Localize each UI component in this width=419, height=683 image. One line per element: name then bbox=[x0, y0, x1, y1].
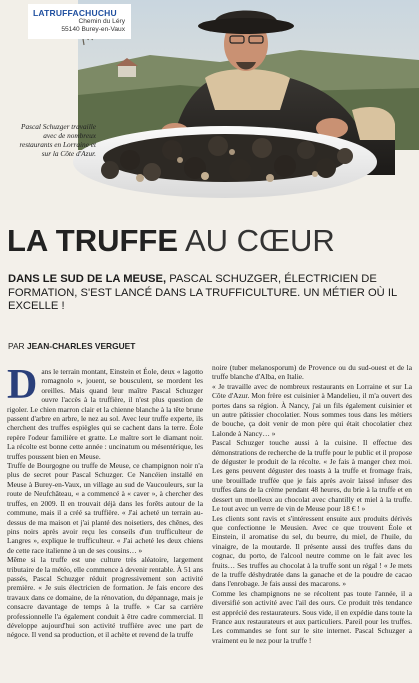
article-photo bbox=[0, 0, 419, 220]
business-name: LATRUFFACHUCHU bbox=[33, 8, 117, 18]
standfirst bbox=[8, 273, 410, 314]
body-paragraph: Même si la truffe est une culture très aléatoire, largement tributaire de la météo, elle commence à devenir rentable. À 51 ans passés, Pascal Schuzger réduit progressivement son activité première. « Je suis électricien de formation. Je fais encore des travaux dans ce domaine, de la rénovation, du dépannage, mais je consacre davantage de temps à la truffe. » Car sa carrière professionnelle l'a également conduit à être cadre commercial. Il développe aujourd'hui son activité truffière avec une part de négoce. Il vend sa production, et il achète et revend de la truffe bbox=[7, 555, 203, 640]
article-column-1 bbox=[7, 367, 203, 683]
standfirst-text: PASCAL SCHUZGER, ÉLECTRICIEN DE FORMATION, S'EST LANCÉ DANS LA TRUFFICULTURE. UN MÉTIER OÙ IL EXCELLE ! bbox=[8, 273, 397, 313]
headline-bold: LA TRUFFE bbox=[7, 223, 179, 258]
body-paragraph: « Je travaille avec de nombreux restaurants en Lorraine et sur La Côte d'Azur. Mon frère est cuisinier à Mandelieu, il m'a ouvert des portes dans sa région. À Nancy, j'ai un fils également cuisinier et un autre pâtissier chocolatier. Nous sommes tous dans les métiers de bouche, ça doit venir de mon père qui était chocolatier chez Lalonde à Nancy… » bbox=[212, 381, 412, 438]
headline-light: AU CŒUR bbox=[184, 223, 335, 258]
headline bbox=[7, 223, 417, 259]
address-street: Chemin du Léry bbox=[78, 18, 125, 25]
body-text: ans le terrain montant, Einstein et Éole, deux « lagotto romagnolo », jouent, se bousculent, se mordent les oreilles. Mais quand leur maître Pascal Schuzger ouvre l'accès à la truffière, il n'est plus question de rigoler. Le chien marron clair et la chienne blanche à la tête brune passent d'arbre en arbre, le nez au sol. Avec leur truffe experte, ils cherchent des truffes espiègles qui se cachent dans la terre. Éole repère l'odeur familière et gratte. Le maître sort le diamant noir. La récolte est bonne cette année : uncinatum ou mésentérique, les truffes poussent bien en Meuse. bbox=[7, 367, 203, 461]
body-paragraph bbox=[7, 367, 203, 461]
body-paragraph: Comme les champignons ne se récoltent pas toute l'année, il a diversifié son activité avec l'ail des ours. Ce produit très tendance est apprécié des restaurateurs. Sous vide, il en expédie dans toute la France aux restaurateurs et aux particuliers. Pareil pour les truffes. Les commandes se font sur le site internet. Pascal Schuzger a vraiment eu le nez pour la truffe ! bbox=[212, 588, 412, 645]
drop-cap: D bbox=[7, 367, 38, 408]
address-city: 55140 Burey-en-Vaux bbox=[61, 26, 125, 33]
address-box bbox=[28, 4, 131, 39]
byline-prefix: PAR bbox=[8, 341, 25, 351]
standfirst-lead: DANS LE SUD DE LA MEUSE, bbox=[8, 273, 167, 285]
body-paragraph: Truffe de Bourgogne ou truffe de Meuse, ce champignon noir n'a plus de secret pour Pascal Schuzger. Ce Nancéien installé en Meuse à Burey-en-Vaux, un village au sud de Vaucouleurs, sur la route de Neufchâteau, « a commencé à « caver », à chercher des truffes, en 2009. Il en trouvait déjà dans les forêts autour de la commune, mais il a créé sa truffière. « J'ai acheté un terrain au-dessus de ma maison et j'ai planté des noisetiers, des chênes, des pins noirs après avoir reçu les conseils d'un trufficulteur de Langres », explique le trufficulteur. « J'ai acheté les deux chiens de cette race italienne à un de ses cousins… » bbox=[7, 461, 203, 555]
photo-caption: Pascal Schuzger travaille avec de nombreux restaurants en Lorraine et sur la Côte d'Azur. bbox=[19, 122, 96, 158]
byline-author: JEAN-CHARLES VERGUET bbox=[26, 341, 136, 351]
body-paragraph: noire (tuber melanosporum) de Provence ou du sud-ouest et de la truffe blanche d'Alba, en Italie. bbox=[212, 363, 412, 382]
article-column-2 bbox=[212, 363, 412, 679]
byline bbox=[8, 341, 258, 351]
body-paragraph: Les clients sont ravis et s'intéressent ensuite aux produits dérivés que confectionne le Meusien. Avec ce que trouvent Éole et Einstein, il aromatise du sel, du beurre, du miel, de l'huile, du vinaigre, de la moutarde. Il présente aussi des truffes dans du cognac, du porto, de l'alcool neutre comme on le fait avec les fruits… Ses truffes au chocolat à la truffe sont un régal ! « Je mets de la truffe déshydratée dans la ganache et de la poudre de cacao dans l'enrobage. Je fais aussi des macarons. » bbox=[212, 513, 412, 589]
body-paragraph: Pascal Schuzger touche aussi à la cuisine. Il effectue des démonstrations de recherche de la truffe pour le public et il propose de déguster le produit de la récolte. « Je fais à manger chez moi. Les gens peuvent déguster des toasts à la truffe et fromage frais, une brouillade truffée que je fais après avoir laissé infuser des truffes dans de la crème pendant 48 heures, du brie à la truffe et en dessert un moelleux au chocolat avec chantilly et miel à la truffe. Le tout avec un verre de vin de Meuse pour 18 € ! » bbox=[212, 438, 412, 514]
